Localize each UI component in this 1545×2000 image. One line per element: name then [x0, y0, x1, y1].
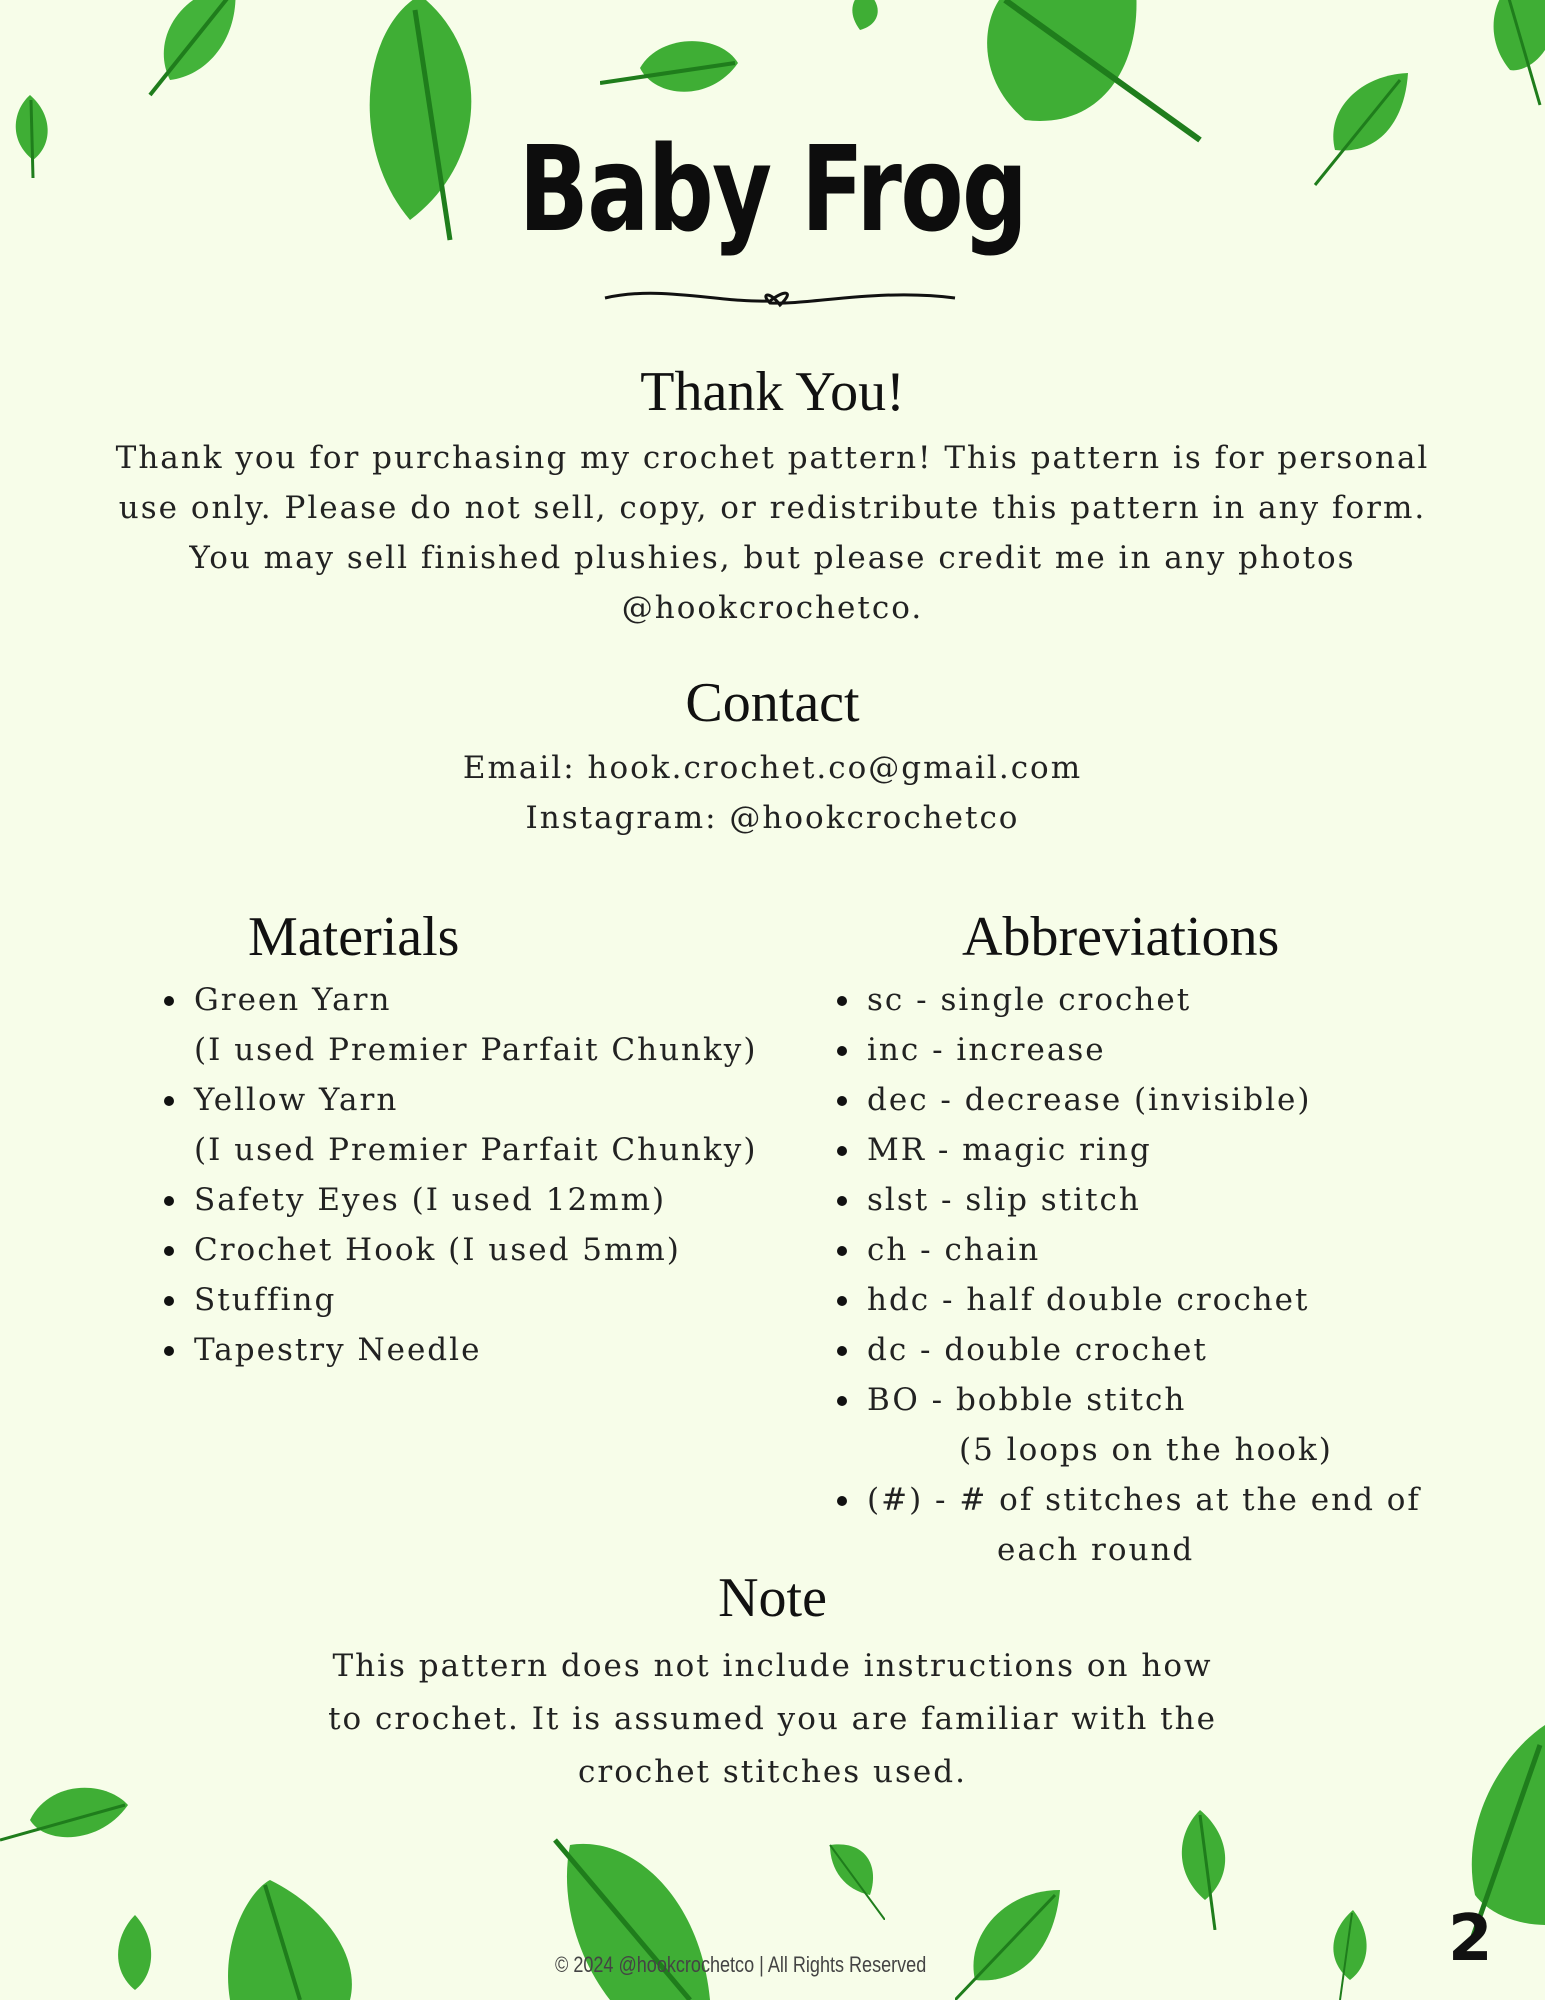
list-item: Yellow Yarn (I used Premier Parfait Chunky): [194, 1075, 814, 1175]
list-item: (#) - # of stitches at the end of each round: [867, 1475, 1527, 1575]
thank-you-heading: Thank You!: [640, 361, 905, 423]
leaf-decoration-icon: [1170, 1805, 1240, 1930]
leaf-decoration-icon: [140, 0, 250, 100]
thank-you-line: Thank you for purchasing my crochet pattern! This pattern is for personal: [115, 440, 1430, 476]
flourish-divider-icon: [600, 283, 960, 313]
list-item: Crochet Hook (I used 5mm): [194, 1225, 814, 1275]
leaf-decoration-icon: [840, 0, 890, 50]
list-item: slst - slip stitch: [867, 1175, 1527, 1225]
contact-instagram: Instagram: @hookcrochetco: [525, 800, 1020, 836]
list-item: Stuffing: [194, 1275, 814, 1325]
list-item: Safety Eyes (I used 12mm): [194, 1175, 814, 1225]
note-line: This pattern does not include instructions on how: [332, 1648, 1213, 1684]
materials-heading: Materials: [248, 906, 460, 968]
contact-email: Email: hook.crochet.co@gmail.com: [462, 750, 1083, 786]
list-item: BO - bobble stitch (5 loops on the hook): [867, 1375, 1527, 1475]
thank-you-text: [0, 433, 1545, 633]
abbreviations-list: [867, 975, 1527, 1575]
abbreviations-heading: Abbreviations: [962, 906, 1280, 968]
leaf-decoration-icon: [825, 1840, 885, 1920]
list-item: inc - increase: [867, 1025, 1527, 1075]
note-line: to crochet. It is assumed you are familiar with the: [328, 1701, 1217, 1737]
leaf-decoration-icon: [110, 1915, 160, 2000]
list-item: dec - decrease (invisible): [867, 1075, 1527, 1125]
page-number: 2: [1448, 1902, 1493, 1976]
thank-you-line: use only. Please do not sell, copy, or redistribute this pattern in any form.: [118, 490, 1427, 526]
list-item: Tapestry Needle: [194, 1325, 814, 1375]
copyright-icon: ©: [555, 1952, 569, 1977]
leaf-decoration-icon: [210, 1880, 360, 2000]
list-item: Green Yarn (I used Premier Parfait Chunky): [194, 975, 814, 1075]
leaf-decoration-icon: [600, 28, 740, 108]
list-item: dc - double crochet: [867, 1325, 1527, 1375]
materials-list: [194, 975, 814, 1375]
contact-info: [0, 743, 1545, 843]
copyright-footer: © 2024 @hookcrochetco | All Rights Reserved: [555, 1952, 927, 1977]
page-title: Baby Frog: [518, 120, 1027, 258]
leaf-decoration-icon: [955, 1885, 1065, 2000]
list-item: sc - single crochet: [867, 975, 1527, 1025]
leaf-decoration-icon: [1325, 1905, 1375, 2000]
list-item: MR - magic ring: [867, 1125, 1527, 1175]
list-item: hdc - half double crochet: [867, 1275, 1527, 1325]
note-heading: Note: [718, 1567, 827, 1629]
leaf-decoration-icon: [8, 90, 58, 180]
contact-heading: Contact: [685, 672, 860, 734]
note-text: [0, 1640, 1545, 1799]
list-item: ch - chain: [867, 1225, 1527, 1275]
note-line: crochet stitches used.: [578, 1754, 967, 1790]
thank-you-line: @hookcrochetco.: [621, 590, 924, 626]
leaf-decoration-icon: [1480, 0, 1545, 110]
thank-you-line: You may sell finished plushies, but please credit me in any photos: [189, 540, 1356, 576]
